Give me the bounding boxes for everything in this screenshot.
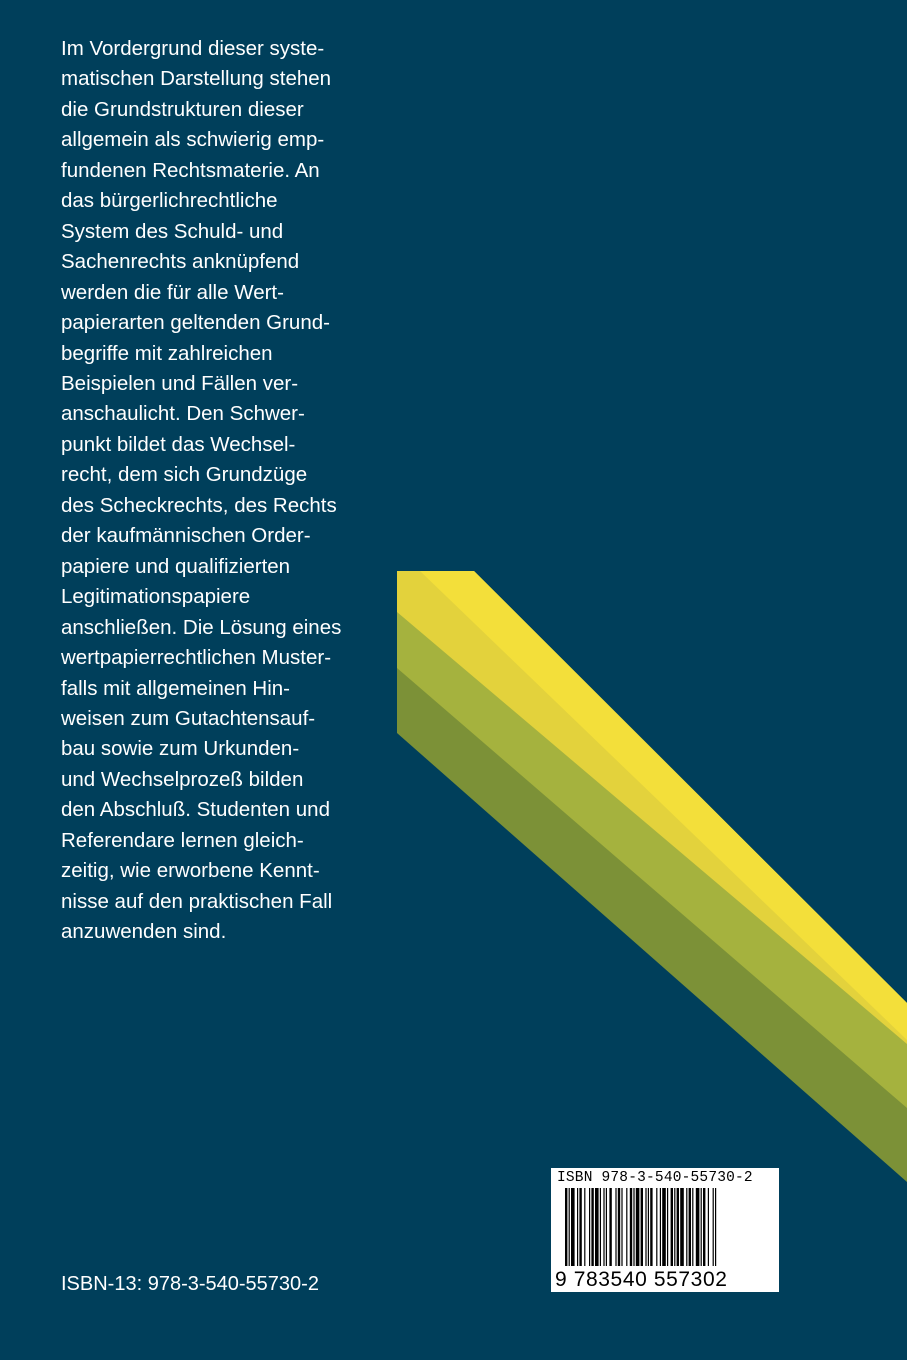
barcode-bar bbox=[677, 1188, 679, 1266]
barcode-bar bbox=[692, 1188, 693, 1266]
barcode-bar bbox=[650, 1188, 652, 1266]
blurb-line: fundenen Rechtsmaterie. An bbox=[61, 158, 320, 182]
barcode-bar bbox=[662, 1188, 666, 1266]
barcode-bar bbox=[667, 1188, 668, 1266]
barcode-bar bbox=[701, 1188, 702, 1266]
barcode-bar bbox=[571, 1188, 575, 1266]
barcode-bar bbox=[606, 1188, 607, 1266]
back-cover-blurb bbox=[61, 34, 381, 948]
barcode-bar bbox=[648, 1188, 649, 1266]
blurb-line: bau sowie zum Urkunden- bbox=[61, 737, 300, 761]
blurb-line: anzuwenden sind. bbox=[61, 920, 227, 944]
barcode-bar bbox=[656, 1188, 657, 1266]
barcode-bar bbox=[591, 1188, 593, 1266]
barcode-bar bbox=[633, 1188, 634, 1266]
blurb-line: Sachenrechts anknüpfend bbox=[61, 250, 300, 274]
blurb-line: des Scheckrechts, des Rechts bbox=[61, 493, 337, 517]
barcode-isbn-label: ISBN 978-3-540-55730-2 bbox=[557, 1170, 753, 1186]
barcode-bar bbox=[686, 1188, 687, 1266]
blurb-line: nisse auf den praktischen Fall bbox=[61, 889, 333, 913]
blurb-line: papierarten geltenden Grund- bbox=[61, 311, 330, 335]
blurb-line: anschaulicht. Den Schwer- bbox=[61, 402, 305, 426]
blurb-line: punkt bildet das Wechsel- bbox=[61, 432, 296, 456]
blurb-line: falls mit allgemeinen Hin- bbox=[61, 676, 291, 700]
blurb-line: weisen zum Gutachtensauf- bbox=[61, 706, 316, 730]
barcode-bar bbox=[600, 1188, 601, 1266]
bar-dark-face bbox=[397, 668, 907, 1182]
blurb-line: recht, dem sich Grundzüge bbox=[61, 463, 308, 487]
blurb-line: matischen Darstellung stehen bbox=[61, 67, 332, 91]
barcode-bar bbox=[615, 1188, 616, 1266]
blurb-line: das bürgerlichrechtliche bbox=[61, 189, 278, 213]
barcode-bar bbox=[626, 1188, 627, 1266]
barcode-bar bbox=[641, 1188, 643, 1266]
blurb-line: Im Vordergrund dieser syste- bbox=[61, 37, 325, 60]
barcode-bars bbox=[565, 1188, 765, 1270]
barcode-bar bbox=[713, 1188, 714, 1266]
barcode-bar bbox=[603, 1188, 604, 1266]
blurb-line: begriffe mit zahlreichen bbox=[61, 341, 273, 365]
barcode-bar bbox=[565, 1188, 567, 1266]
barcode-bar bbox=[618, 1188, 620, 1266]
barcode-bar bbox=[630, 1188, 632, 1266]
barcode-bar bbox=[636, 1188, 640, 1266]
barcode-bar bbox=[621, 1188, 622, 1266]
blurb-line: papiere und qualifizierten bbox=[61, 554, 291, 578]
barcode-bar bbox=[674, 1188, 675, 1266]
barcode-bar bbox=[689, 1188, 691, 1266]
isbn-13-text: ISBN-13: 978-3-540-55730-2 bbox=[61, 1273, 319, 1295]
blurb-line: Referendare lernen gleich- bbox=[61, 828, 304, 852]
barcode-bar bbox=[589, 1188, 590, 1266]
barcode-bar bbox=[660, 1188, 661, 1266]
barcode-bar bbox=[609, 1188, 611, 1266]
isbn-barcode bbox=[551, 1168, 779, 1292]
barcode-bar bbox=[703, 1188, 705, 1266]
blurb-line: wertpapierrechtlichen Muster- bbox=[61, 646, 332, 670]
blurb-line: zeitig, wie erworbene Kennt- bbox=[61, 859, 320, 883]
barcode-digits: 9 783540 557302 bbox=[555, 1268, 728, 1291]
barcode-bar bbox=[579, 1188, 581, 1266]
blurb-line: Beispielen und Fällen ver- bbox=[61, 371, 299, 395]
blurb-line: anschließen. Die Lösung eines bbox=[61, 615, 342, 639]
blurb-line: System des Schuld- und bbox=[61, 219, 284, 243]
blurb-line: und Wechselprozeß bilden bbox=[61, 767, 304, 791]
blurb-line: werden die für alle Wert- bbox=[61, 280, 284, 304]
blurb-line: den Abschluß. Studenten und bbox=[61, 798, 330, 822]
barcode-bar bbox=[680, 1188, 684, 1266]
blurb-line: allgemein als schwierig emp- bbox=[61, 128, 325, 152]
barcode-bar bbox=[715, 1188, 716, 1266]
blurb-line: Legitimationspapiere bbox=[61, 585, 251, 609]
barcode-bar bbox=[577, 1188, 578, 1266]
blurb-line: die Grundstrukturen dieser bbox=[61, 97, 304, 121]
barcode-bar bbox=[696, 1188, 700, 1266]
barcode-bar bbox=[595, 1188, 599, 1266]
barcode-bar bbox=[671, 1188, 673, 1266]
barcode-bar bbox=[708, 1188, 709, 1266]
barcode-bar bbox=[569, 1188, 570, 1266]
blurb-line: der kaufmännischen Order- bbox=[61, 524, 311, 548]
barcode-bar bbox=[645, 1188, 646, 1266]
barcode-bar bbox=[584, 1188, 585, 1266]
